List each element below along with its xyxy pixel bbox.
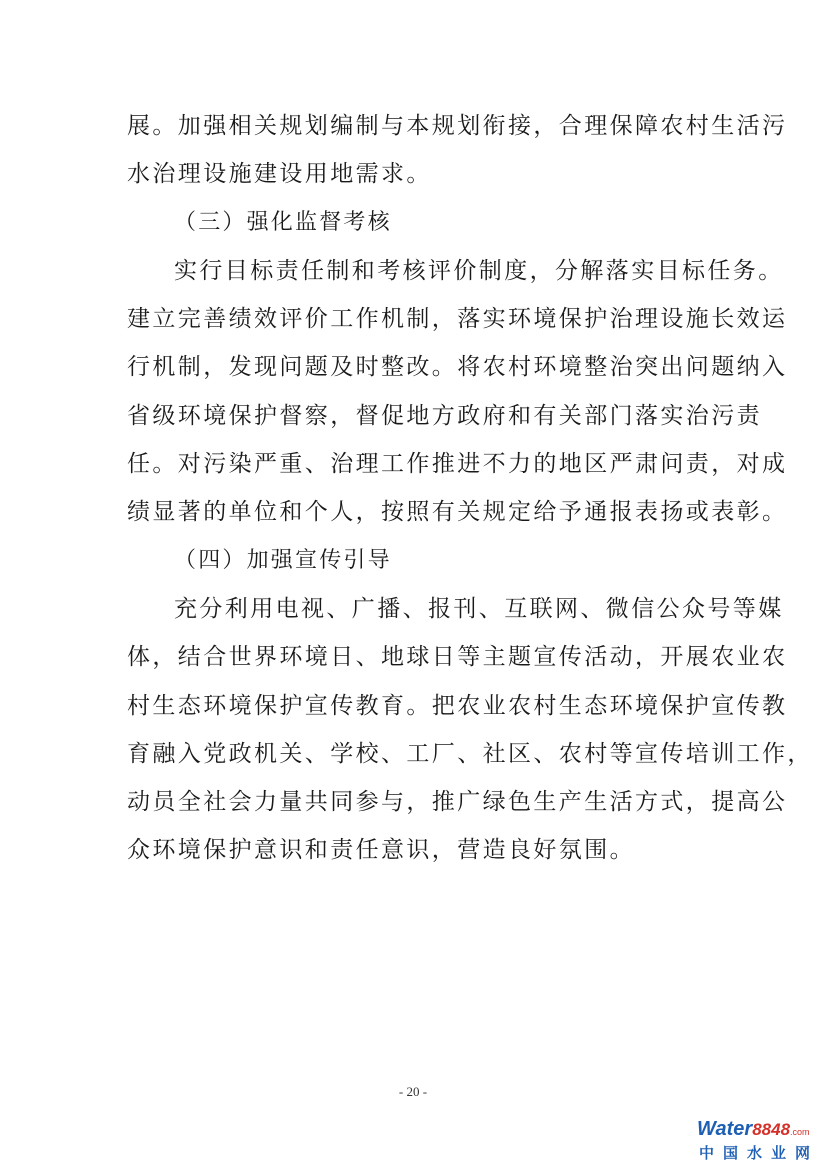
section-heading-3: （三）强化监督考核 — [174, 209, 392, 235]
section-heading-4: （四）加强宣传引导 — [174, 547, 392, 573]
watermark-brand-suffix: .com — [790, 1127, 810, 1137]
watermark-logo — [697, 1118, 822, 1166]
page-number: - 20 - — [398, 1084, 428, 1099]
paragraph-line: 实行目标责任制和考核评价制度，分解落实目标任务。 — [174, 257, 784, 284]
paragraph-line: 省级环境保护督察，督促地方政府和有关部门落实治污责 — [127, 402, 762, 429]
paragraph-line: 村生态环境保护宣传教育。把农业农村生态环境保护宣传教 — [127, 692, 788, 719]
document-body — [127, 102, 813, 875]
paragraph-line: 展。加强相关规划编制与本规划衔接，合理保障农村生活污 — [127, 113, 788, 139]
paragraph-line: 体，结合世界环境日、地球日等主题宣传活动，开展农业农 — [127, 644, 788, 671]
watermark-brand — [697, 1118, 810, 1143]
paragraph-line: 水治理设施建设用地需求。 — [127, 161, 432, 188]
paragraph-line: 众环境保护意识和责任意识，营造良好氛围。 — [127, 837, 635, 864]
paragraph-line: 建立完善绩效评价工作机制，落实环境保护治理设施长效运 — [127, 306, 788, 333]
watermark-brand-word: Water — [697, 1118, 753, 1140]
paragraph-line: 绩显著的单位和个人，按照有关规定给予通报表扬或表彰。 — [127, 499, 788, 526]
paragraph-line: 任。对污染严重、治理工作推进不力的地区严肃问责，对成 — [127, 451, 788, 478]
paragraph-line: 充分利用电视、广播、报刊、互联网、微信公众号等媒 — [174, 595, 784, 622]
paragraph-line: 育融入党政机关、学校、工厂、社区、农村等宣传培训工作， — [127, 740, 813, 767]
watermark-brand-cn: 中国水业网 — [699, 1144, 820, 1162]
watermark-brand-number: 8848 — [752, 1120, 791, 1139]
paragraph-line: 动员全社会力量共同参与，推广绿色生产生活方式，提高公 — [127, 789, 788, 816]
paragraph-line: 行机制，发现问题及时整改。将农村环境整治突出问题纳入 — [127, 354, 788, 381]
